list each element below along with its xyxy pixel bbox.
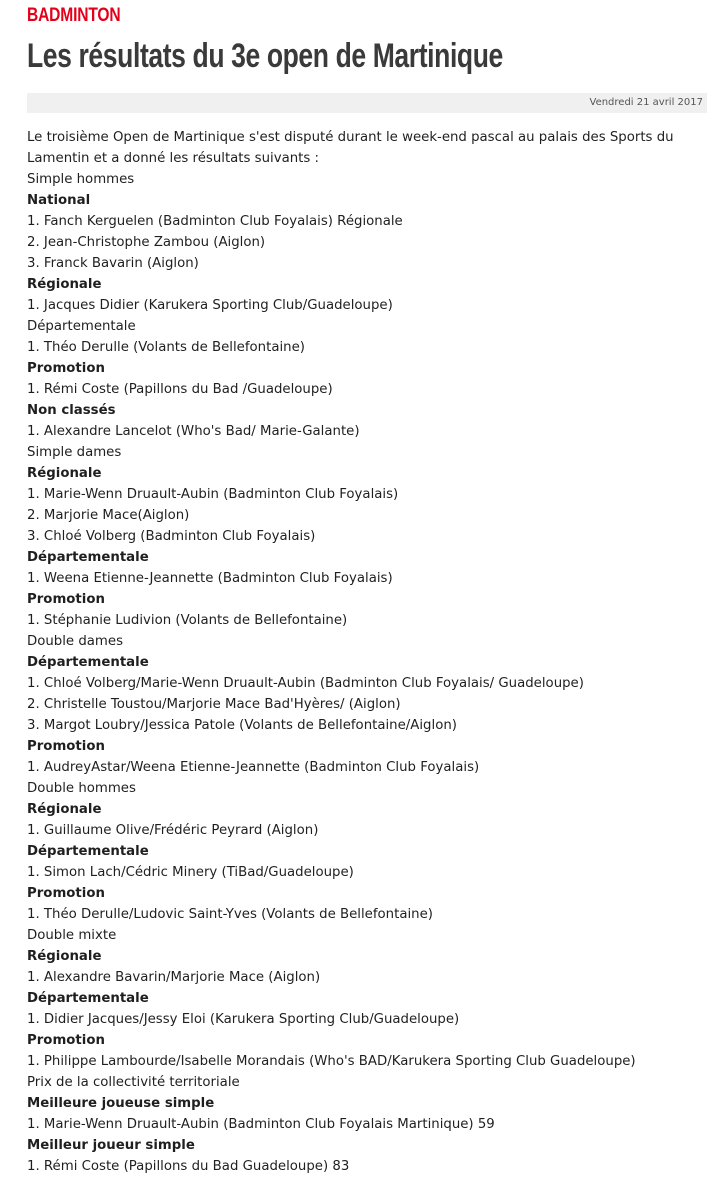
- result-line: Double dames: [27, 634, 123, 649]
- article: [27, 0, 707, 1177]
- section-label[interactable]: BADMINTON: [27, 5, 121, 26]
- result-line: 3. Chloé Volberg (Badminton Club Foyalais): [27, 529, 316, 544]
- result-line: 1. Théo Derulle/Ludovic Saint-Yves (Volants de Bellefontaine): [27, 907, 433, 922]
- category-heading: Promotion: [27, 361, 105, 376]
- category-heading: Promotion: [27, 1033, 105, 1048]
- result-line: 1. Stéphanie Ludivion (Volants de Bellefontaine): [27, 613, 348, 628]
- result-line: 2. Marjorie Mace(Aiglon): [27, 508, 190, 523]
- category-heading: Départementale: [27, 991, 149, 1006]
- result-line: 1. Théo Derulle (Volants de Bellefontaine): [27, 340, 305, 355]
- result-line: 1. Marie-Wenn Druault-Aubin (Badminton Club Foyalais Martinique) 59: [27, 1117, 495, 1132]
- category-heading: Meilleur joueur simple: [27, 1138, 195, 1153]
- category-heading: Promotion: [27, 739, 105, 754]
- result-line: 3. Margot Loubry/Jessica Patole (Volants de Bellefontaine/Aiglon): [27, 718, 457, 733]
- category-heading: Régionale: [27, 466, 102, 481]
- result-line: 1. Fanch Kerguelen (Badminton Club Foyalais) Régionale: [27, 214, 403, 229]
- category-heading: Régionale: [27, 802, 102, 817]
- date-bar: [27, 93, 707, 113]
- result-line: 1. Guillaume Olive/Frédéric Peyrard (Aiglon): [27, 823, 319, 838]
- result-line: 1. Didier Jacques/Jessy Eloi (Karukera Sporting Club/Guadeloupe): [27, 1012, 460, 1027]
- category-heading: Départementale: [27, 550, 149, 565]
- category-heading: Promotion: [27, 592, 105, 607]
- result-line: 2. Jean-Christophe Zambou (Aiglon): [27, 235, 266, 250]
- result-line: 1. Rémi Coste (Papillons du Bad /Guadeloupe): [27, 382, 333, 397]
- result-line: 1. Alexandre Bavarin/Marjorie Mace (Aiglon): [27, 970, 321, 985]
- category-heading: Meilleure joueuse simple: [27, 1096, 215, 1111]
- result-line: 1. Marie-Wenn Druault-Aubin (Badminton Club Foyalais): [27, 487, 399, 502]
- result-line: 1. Philippe Lambourde/Isabelle Morandais (Who's BAD/Karukera Sporting Club Guadeloupe): [27, 1054, 636, 1069]
- result-line: Simple dames: [27, 445, 122, 460]
- results-list: [27, 169, 707, 1177]
- article-title: Les résultats du 3e open de Martinique: [27, 37, 503, 75]
- publish-date: Vendredi 21 avril 2017: [589, 97, 703, 108]
- result-line: 1. Rémi Coste (Papillons du Bad Guadeloupe) 83: [27, 1159, 350, 1174]
- result-line: Double mixte: [27, 928, 117, 943]
- result-line: 1. Jacques Didier (Karukera Sporting Club/Guadeloupe): [27, 298, 393, 313]
- result-line: Départementale: [27, 319, 136, 334]
- intro-paragraph: Le troisième Open de Martinique s'est disputé durant le week-end pascal au palais des Sports du Lamentin et a donné les résultats suivants :: [27, 130, 674, 166]
- result-line: 1. Simon Lach/Cédric Minery (TiBad/Guadeloupe): [27, 865, 354, 880]
- result-line: Simple hommes: [27, 172, 135, 187]
- category-heading: Non classés: [27, 403, 116, 418]
- result-line: Prix de la collectivité territoriale: [27, 1075, 240, 1090]
- category-heading: Départementale: [27, 844, 149, 859]
- category-heading: Promotion: [27, 886, 105, 901]
- result-line: 2. Christelle Toustou/Marjorie Mace Bad'Hyères/ (Aiglon): [27, 697, 401, 712]
- result-line: 1. Chloé Volberg/Marie-Wenn Druault-Aubin (Badminton Club Foyalais/ Guadeloupe): [27, 676, 584, 691]
- category-heading: National: [27, 193, 91, 208]
- article-body: [27, 127, 707, 1177]
- result-line: 1. AudreyAstar/Weena Etienne-Jeannette (Badminton Club Foyalais): [27, 760, 480, 775]
- result-line: 1. Weena Etienne-Jeannette (Badminton Club Foyalais): [27, 571, 393, 586]
- category-heading: Régionale: [27, 949, 102, 964]
- result-line: Double hommes: [27, 781, 136, 796]
- category-heading: Départementale: [27, 655, 149, 670]
- result-line: 3. Franck Bavarin (Aiglon): [27, 256, 199, 271]
- category-heading: Régionale: [27, 277, 102, 292]
- result-line: 1. Alexandre Lancelot (Who's Bad/ Marie-Galante): [27, 424, 360, 439]
